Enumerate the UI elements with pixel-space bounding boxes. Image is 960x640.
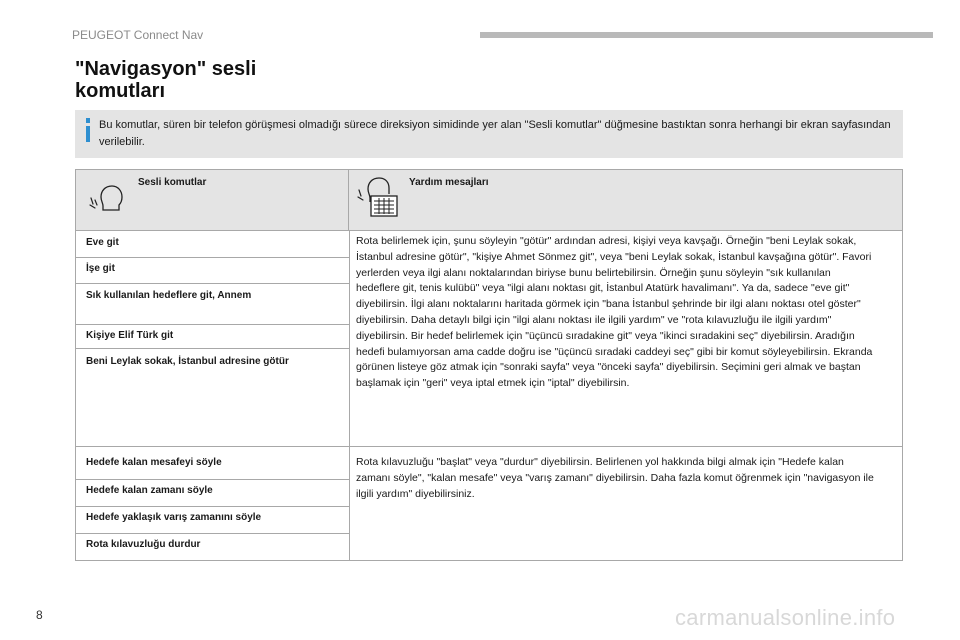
voice-commands-table <box>75 169 903 561</box>
command-cell: Hedefe kalan mesafeyi söyle <box>86 457 222 468</box>
row-divider <box>76 446 902 447</box>
row-divider <box>76 230 902 231</box>
help-message-cell: Rota kılavuzluğu "başlat" veya "durdur" diyebilirsin. Belirlenen yol hakkında bilgi almak için "Hedefe kalan zamanı söyle", "kalan mesafe" veya "varış zamanı" diyebilirsin. Daha fazla komut öğrenmek için "navigasyon ile ilgili yardım" diyebilirsiniz. <box>356 456 874 500</box>
command-cell: Beni Leylak sokak, İstanbul adresine götür <box>86 356 289 367</box>
watermark: carmanualsonline.info <box>675 605 896 630</box>
command-cell: Hedefe yaklaşık varış zamanını söyle <box>86 512 262 523</box>
table-header-commands <box>76 170 349 230</box>
command-cell: Kişiye Elif Türk git <box>86 330 174 341</box>
row-divider <box>76 257 349 258</box>
page-number: 8 <box>36 608 43 622</box>
command-cell: Rota kılavuzluğu durdur <box>86 539 201 550</box>
table-header-help <box>349 170 902 230</box>
page-title <box>75 58 375 102</box>
column-header-help: Yardım mesajları <box>409 177 489 188</box>
row-divider <box>76 479 349 480</box>
column-header-commands: Sesli komutlar <box>138 177 207 188</box>
voice-command-icon <box>86 182 126 218</box>
command-cell: Eve git <box>86 237 119 248</box>
column-divider <box>349 230 350 561</box>
info-icon <box>83 118 95 142</box>
command-cell: Hedefe kalan zamanı söyle <box>86 485 213 496</box>
page-title-line-2: komutları <box>75 80 166 102</box>
row-divider <box>76 283 349 284</box>
row-divider <box>76 533 349 534</box>
document-header: PEUGEOT Connect Nav <box>72 28 204 42</box>
command-cell: İşe git <box>86 263 115 274</box>
info-text: Bu komutlar, süren bir telefon görüşmesi olmadığı sürece direksiyon simidinde yer alan "Sesli komutlar" düğmesine bastıktan sonra herhangi bir ekran sayfasından verilebilir. <box>99 119 891 148</box>
header-rule <box>480 32 933 38</box>
row-divider <box>76 506 349 507</box>
info-box <box>75 110 903 158</box>
row-divider <box>76 348 349 349</box>
help-message-icon <box>355 176 401 224</box>
command-cell: Sık kullanılan hedeflere git, Annem <box>86 290 252 301</box>
help-message-cell: Rota belirlemek için, şunu söyleyin "götür" ardından adresi, kişiyi veya kavşağı. Örneğin "beni Leylak sokak, İstanbul adresine götür", "kişiye Ahmet Sönmez git", veya "beni Leylak sokak, İstanbul kavşağına götür". Favori yerlerden veya ilgi alanı noktalarından biriyse bunu belirtebilirsin. Örneğin şunu söyleyin "sık kullanılan hedeflere git, tenis kulübü" veya "ilgi alanı noktası git, İstanbul Atatürk havalimanı". Ya da, sadece "eve git" diyebilirsin. İlgi alanı noktalarını haritada görmek için "bana İstanbul şehrinde bir ilgi alanı noktası otel göster" diyebilirsin. Daha detaylı bilgi için "ilgi alanı noktası ile ilgili yardım" ve "rota kılavuzluğu ile ilgili yardım" diyebilirsin. Bir hedef belirlemek için "üçüncü sıradakine git" veya "ikinci sıradakini seç" diyebilirsin. Aradığın hedefi bulamıyorsan ama cadde doğru ise "üçüncü sıradaki caddeyi seç" gibi bir komut söyleyebilirsin. Ekranda görünen listeye göz atmak için "sonraki sayfa" veya "önceki sayfa" diyebilirsin. Seçimini geri almak ve baştan başlamak için "geri" veya iptal etmek için "iptal" diyebilirsin. <box>356 235 873 390</box>
page-title-line-1: "Navigasyon" sesli <box>75 58 257 80</box>
row-divider <box>76 324 349 325</box>
